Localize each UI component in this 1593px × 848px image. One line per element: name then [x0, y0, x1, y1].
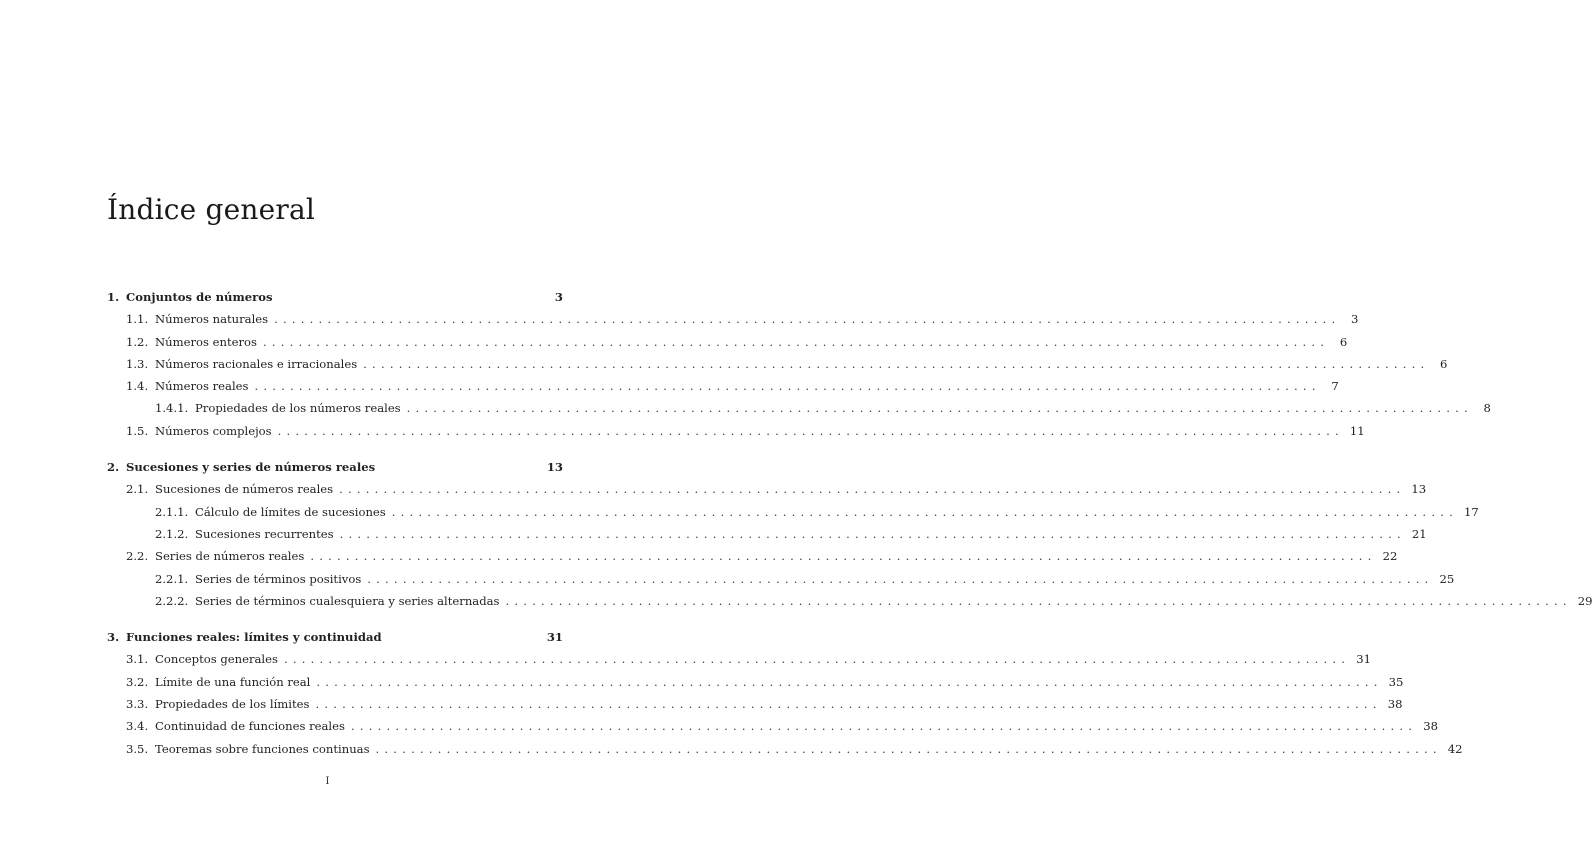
- table-of-contents: [107, 286, 1593, 760]
- toc-number: 1.4.1.: [155, 401, 189, 416]
- toc-title: Series de términos positivos: [195, 571, 362, 586]
- toc-number: 1.3.: [126, 356, 149, 371]
- toc-number: 3.2.: [126, 674, 149, 689]
- toc-title: Cálculo de límites de sucesiones: [195, 504, 386, 519]
- toc-page: 13: [1411, 482, 1427, 497]
- toc-page: 35: [1388, 674, 1404, 689]
- toc-page: 17: [1463, 504, 1479, 519]
- toc-title: Sucesiones de números reales: [155, 482, 334, 497]
- toc-number: 2.2.: [126, 549, 149, 564]
- toc-subsection-2-1-2[interactable]: [107, 523, 1427, 545]
- toc-number: 3.: [107, 630, 120, 645]
- toc-chapter-3[interactable]: [107, 626, 563, 648]
- toc-page: 11: [1349, 423, 1365, 438]
- toc-subsection-1-4-1[interactable]: [107, 397, 1491, 419]
- toc-number: 3.1.: [126, 652, 149, 667]
- toc-section-3-4[interactable]: [107, 715, 1438, 737]
- toc-section-1-4[interactable]: [107, 375, 1339, 397]
- toc-number: 3.5.: [126, 741, 149, 756]
- toc-number: 2.: [107, 460, 120, 475]
- toc-section-1-2[interactable]: [107, 331, 1348, 353]
- toc-title: Límite de una función real: [155, 674, 311, 689]
- toc-number: 2.1.: [126, 482, 149, 497]
- toc-title: Funciones reales: límites y continuidad: [126, 630, 382, 645]
- page-number: I: [325, 776, 330, 787]
- toc-number: 1.1.: [126, 312, 149, 327]
- toc-page: 31: [546, 630, 563, 645]
- toc-section-1-5[interactable]: [107, 420, 1365, 442]
- toc-section-2-1[interactable]: [107, 478, 1427, 500]
- dot-leader: ........................................................................................................................: [310, 549, 1377, 564]
- toc-number: 2.1.1.: [155, 504, 189, 519]
- toc-number: 1.4.: [126, 379, 149, 394]
- toc-page: 6: [1440, 356, 1448, 371]
- toc-number: 1.5.: [126, 423, 149, 438]
- dot-leader: ........................................................................................................................: [274, 312, 1341, 327]
- toc-page: 3: [1350, 312, 1359, 327]
- toc-number: 2.2.2.: [155, 593, 189, 608]
- dot-leader: ........................................................................................................................: [505, 593, 1572, 608]
- dot-leader: ........................................................................................................................: [391, 504, 1458, 519]
- dot-leader: ........................................................................................................................: [350, 719, 1418, 734]
- dot-leader: ........................................................................................................................: [367, 571, 1434, 586]
- toc-section-3-3[interactable]: [107, 693, 1403, 715]
- toc-title: Números reales: [155, 379, 249, 394]
- toc-title: Teoremas sobre funciones continuas: [155, 741, 370, 756]
- toc-subsection-2-1-1[interactable]: [107, 501, 1479, 523]
- toc-section-3-2[interactable]: [107, 671, 1404, 693]
- toc-page: 21: [1411, 526, 1427, 541]
- toc-chapter-1[interactable]: [107, 286, 563, 308]
- toc-title: Propiedades de los límites: [155, 697, 310, 712]
- dot-leader: ........................................................................................................................: [316, 674, 1383, 689]
- toc-title: Sucesiones recurrentes: [195, 526, 334, 541]
- dot-leader: ........................................................................................................................: [283, 652, 1351, 667]
- dot-leader: ........................................................................................................................: [262, 334, 1330, 349]
- toc-page: 8: [1483, 401, 1491, 416]
- toc-page: 25: [1439, 571, 1455, 586]
- toc-page: 31: [1356, 652, 1371, 667]
- dot-leader: ........................................................................................................................: [406, 401, 1473, 416]
- toc-section-3-1[interactable]: [107, 648, 1371, 670]
- toc-title: Números enteros: [155, 334, 257, 349]
- toc-title: Continuidad de funciones reales: [155, 719, 345, 734]
- toc-subsection-2-2-2[interactable]: [107, 590, 1593, 612]
- toc-page: 29: [1577, 593, 1593, 608]
- toc-section-1-3[interactable]: [107, 353, 1448, 375]
- dot-leader: ........................................................................................................................: [375, 741, 1442, 756]
- toc-page: 6: [1339, 334, 1348, 349]
- toc-section-3-5[interactable]: [107, 738, 1463, 760]
- toc-section-1-1[interactable]: [107, 308, 1359, 330]
- toc-section-2-2[interactable]: [107, 545, 1398, 567]
- toc-title: Sucesiones y series de números reales: [126, 460, 376, 475]
- dot-leader: ........................................................................................................................: [277, 423, 1344, 438]
- toc-title: Series de términos cualesquiera y series alternadas: [195, 593, 500, 608]
- toc-title: Números racionales e irracionales: [155, 356, 358, 371]
- page-title: Índice general: [107, 193, 316, 226]
- toc-title: Propiedades de los números reales: [195, 401, 401, 416]
- toc-title: Números complejos: [155, 423, 272, 438]
- toc-page: 42: [1447, 741, 1463, 756]
- toc-title: Números naturales: [155, 312, 269, 327]
- toc-number: 1.2.: [126, 334, 149, 349]
- dot-leader: ........................................................................................................................: [339, 526, 1406, 541]
- toc-page: 22: [1382, 549, 1398, 564]
- toc-page: 7: [1331, 379, 1339, 394]
- toc-number: 2.2.1.: [155, 571, 189, 586]
- dot-leader: ........................................................................................................................: [254, 379, 1321, 394]
- toc-title: Series de números reales: [155, 549, 305, 564]
- toc-title: Conjuntos de números: [126, 290, 273, 304]
- dot-leader: ........................................................................................................................: [315, 697, 1382, 712]
- dot-leader: ........................................................................................................................: [339, 482, 1406, 497]
- toc-title: Conceptos generales: [155, 652, 278, 667]
- toc-number: 3.4.: [126, 719, 149, 734]
- toc-number: 2.1.2.: [155, 526, 189, 541]
- toc-page: 38: [1423, 719, 1438, 734]
- toc-page: 13: [546, 460, 563, 475]
- dot-leader: ........................................................................................................................: [363, 356, 1430, 371]
- toc-number: 1.: [107, 290, 120, 304]
- toc-number: 3.3.: [126, 697, 149, 712]
- toc-page: 3: [554, 290, 563, 304]
- toc-page: 38: [1387, 697, 1403, 712]
- toc-chapter-2[interactable]: [107, 456, 563, 478]
- toc-subsection-2-2-1[interactable]: [107, 568, 1455, 590]
